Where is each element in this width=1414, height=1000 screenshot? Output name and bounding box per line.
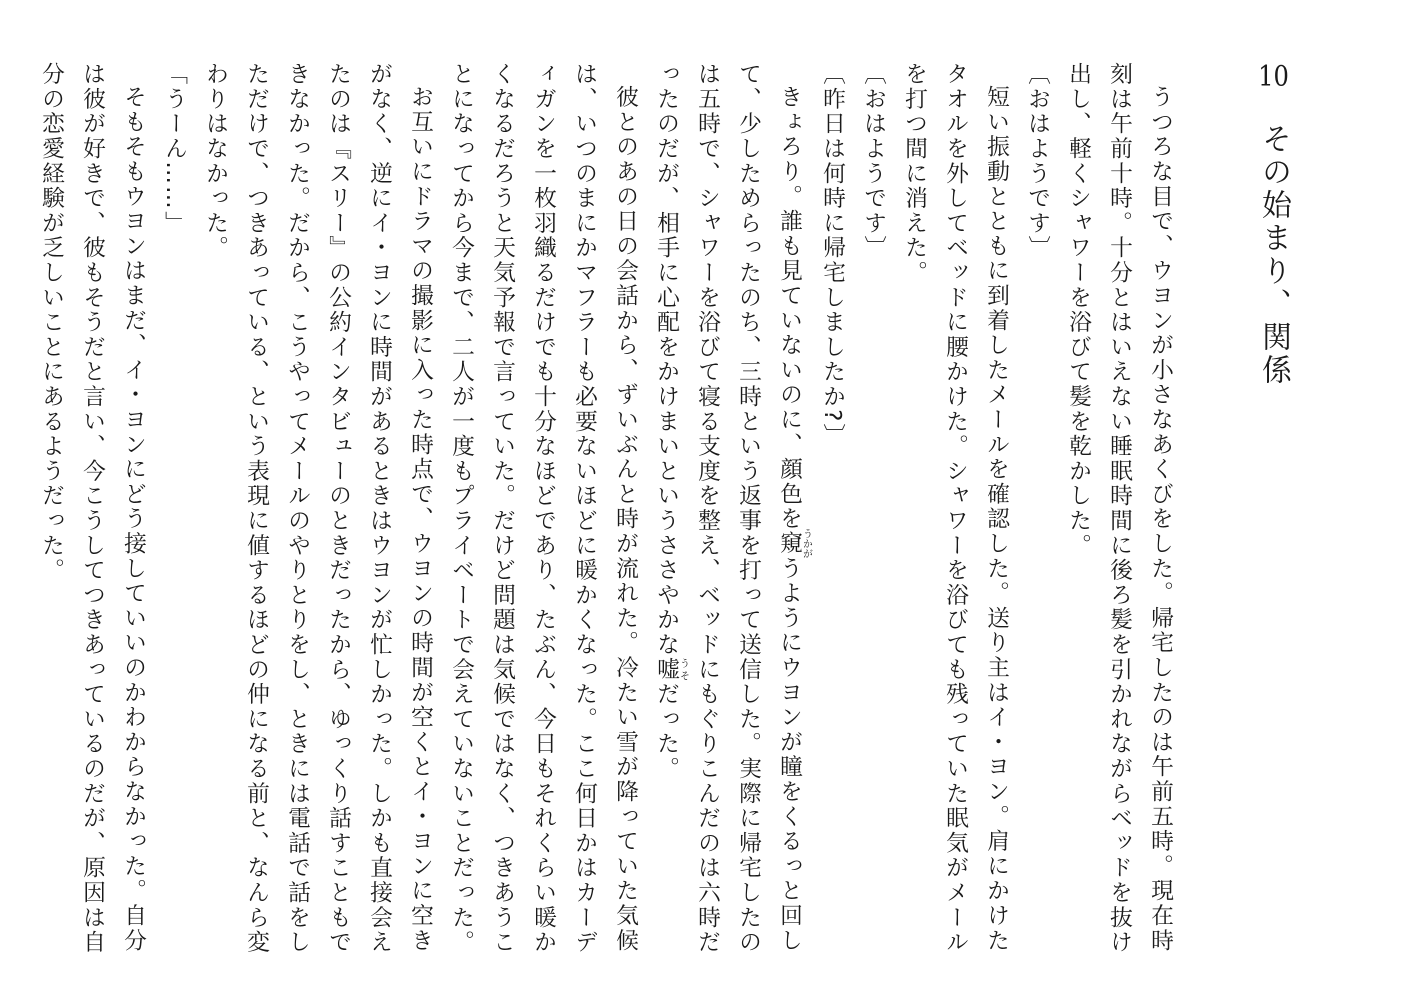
paragraph-3-part-1: きょろり。誰も見ていないのに、顔色を (776, 84, 802, 532)
paragraph-2: 短い振動とともに到着したメールを確認した。送り主はイ・ヨン。肩にかけたタオルを外してベッドに腰かけた。シャワーを浴びても残っていた眠気がメールを打つ間に消えた。 (901, 62, 1009, 955)
ruby-ukaga-reading: うかが (800, 528, 812, 559)
chapter-title: その始まり、関係 (1256, 123, 1291, 387)
chapter-number: 10 (1258, 62, 1289, 90)
paragraph-1: うつろな目で、ウヨンが小さなあくびをした。帰宅したのは午前五時。現在時刻は午前十時。十分とはいえない睡眠時間に後ろ髪を引かれながらベッドを抜け出し、軽くシャワーを浴びて髪を乾かした。 (1065, 62, 1173, 955)
paragraph-6: そもそもウヨンはまだ、イ・ヨンにどう接していいのかわからなかった。自分は彼が好きで、彼もそうだと言い、今こうしてつきあっているのだが、原因は自分の恋愛経験が乏しいことにあるようだった。 (38, 62, 146, 955)
paragraph-4: 彼とのあの日の会話から、ずいぶんと時が流れた。冷たい雪が降っていた気候は、いつのまにかマフラーも必要ないほどに暖かくなった。ここ何日かはカーディガンを一枚羽織るだけでも十分なほどであり、たぶん、今日もそれくらい暖かくなるだろうと天気予報で言っていた。だけど問題は気候ではなく、つきあうことになってから今まで、二人が一度もプライベートで会えていないことだった。 (448, 62, 638, 955)
ruby-uso-reading: うそ (677, 657, 689, 683)
dialog-line-4: 「うーん……」 (161, 62, 187, 236)
paragraph-3-part-2: うようにウヨンが瞳をくるっと回して、少しためらったのち、三時という返事を打って送信した。実際に帰宅したのは五時で、シャワーを浴びて寝る支度を整え、ベッドにもぐりこんだのは六時だったのだが、相手に心配をかけまいというささやかな (653, 62, 802, 955)
ruby-uso (653, 657, 689, 683)
chapter-spacer (1256, 90, 1291, 123)
dialog-line-3: 〔昨日は何時に帰宅しましたか?〕 (819, 62, 845, 449)
body-text (20, 62, 1180, 977)
paragraph-5: お互いにドラマの撮影に入った時点で、ウヨンの時間が空くとイ・ヨンに空きがなく、逆にイ・ヨンに時間があるときはウヨンが忙しかった。しかも直接会えたのは『スリー』の公約インタビューのときだったから、ゆっくり話すこともできなかった。だから、こうやってメールのやりとりをし、ときには電話で話をしただけで、つきあっている、という表現に値するほどの仲になる前と、なんら変わりはなかった。 (202, 62, 433, 955)
chapter-heading (1250, 62, 1296, 387)
paragraph-3 (645, 62, 811, 977)
ruby-ukaga-base: 窺 (776, 528, 802, 559)
dialog-line-2: 〔おはようです〕 (860, 62, 886, 261)
dialog-line-1: 〔おはようです〕 (1024, 62, 1050, 261)
paragraph-3-part-3: だった。 (653, 682, 679, 782)
ruby-ukaga (776, 528, 812, 559)
ruby-uso-base: 嘘 (653, 657, 679, 683)
